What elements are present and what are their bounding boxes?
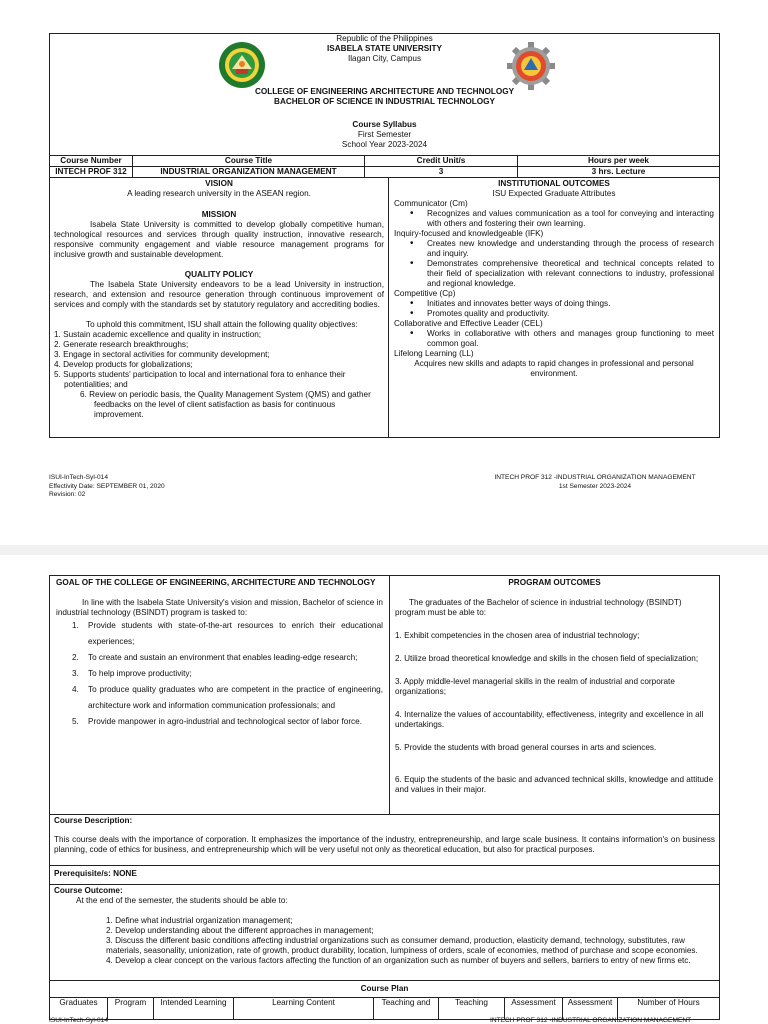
program-outcomes-column xyxy=(390,576,719,814)
course-outcome-item: 4. Develop a clear concept on the various factors affecting the function of an organization such as number of buyers and sellers, barriers to entry of new firms etc. xyxy=(106,956,691,965)
course-plan-title: Course Plan xyxy=(50,981,720,998)
lifelong-label: Lifelong Learning (LL) xyxy=(394,349,474,358)
plan-header-assessment-2: Assessment xyxy=(563,998,618,1020)
quality-policy-text: The Isabela State University endeavors to be a lead University in instruction, research, and extension and resource generation through continuous improvement of services and comply with the standards set by statutory regulatory and accrediting bodies. xyxy=(54,280,384,309)
mission-title: MISSION xyxy=(201,210,237,219)
quality-policy-title: QUALITY POLICY xyxy=(184,270,254,279)
footer-course-ref: INTECH PROF 312 -INDUSTRIAL ORGANIZATION MANAGEMENT xyxy=(494,474,696,481)
university-name: ISABELA STATE UNIVERSITY xyxy=(327,44,442,53)
course-plan-table xyxy=(49,980,720,1020)
goal-item: 4. To produce quality graduates who are competent in the practice of engineering, architecture work and information communication professionals; and xyxy=(72,684,383,710)
quality-objective: 5. Supports students' participation to local and international fora to enhance their potentialities; and xyxy=(54,370,346,389)
program-outcomes-intro: The graduates of the Bachelor of science in industrial technology (BSINDT) program must be able to: xyxy=(395,598,682,617)
college-goal-column xyxy=(50,576,390,814)
quality-objectives-intro: To uphold this commitment, ISU shall attain the following quality objectives: xyxy=(86,320,358,329)
plan-header-intended-learning: Intended Learning xyxy=(154,998,234,1020)
course-outcome-item: 2. Develop understanding about the different approaches in management; xyxy=(106,926,374,935)
competitive-item: • Promotes quality and productivity. xyxy=(394,309,714,319)
goal-outcomes-grid xyxy=(49,575,720,815)
communicator-item: • Recognizes and values communication as a tool for conveying and interacting with others and fostering their own learning. xyxy=(394,209,714,229)
plan-header-teaching-and: Teaching and xyxy=(374,998,439,1020)
plan-header-graduates: Graduates xyxy=(50,998,108,1020)
course-outcome-label: Course Outcome: xyxy=(54,886,123,895)
course-title-header: Course Title xyxy=(133,156,365,167)
footer-effectivity: Effectivity Date: SEPTEMBER 01, 2020 xyxy=(49,482,165,490)
vision-text: A leading research university in the ASEAN region. xyxy=(127,189,311,198)
republic-text: Republic of the Philippines xyxy=(336,34,433,43)
college-name: COLLEGE OF ENGINEERING ARCHITECTURE AND TECHNOLOGY xyxy=(254,87,515,96)
vision-mission-column xyxy=(50,178,389,437)
inquiry-item: • Demonstrates comprehensive theoretical and technical concepts related to their field of specialization with relevant connections to industry, professional and regional knowledge. xyxy=(394,259,714,289)
plan-header-hours: Number of Hours xyxy=(618,998,720,1020)
competitive-item: • Initiates and innovates better ways of doing things. xyxy=(394,299,714,309)
course-title-value: INDUSTRIAL ORGANIZATION MANAGEMENT xyxy=(133,167,365,178)
semester-text: First Semester xyxy=(357,130,412,139)
program-outcome-item: 1. Exhibit competencies in the chosen area of industrial technology; xyxy=(395,631,640,640)
collaborative-label: Collaborative and Effective Leader (CEL) xyxy=(394,319,543,328)
doc-title: Course Syllabus xyxy=(352,120,417,129)
plan-header-teaching: Teaching xyxy=(439,998,505,1020)
prerequisites-section: Prerequisite/s: NONE xyxy=(49,866,720,885)
footer-semester-ref: 1st Semester 2023-2024 xyxy=(558,482,632,490)
course-number-header: Course Number xyxy=(50,156,133,167)
syllabus-header xyxy=(49,33,720,155)
communicator-label: Communicator (Cm) xyxy=(394,199,468,208)
course-description-section xyxy=(49,815,720,866)
course-outcome-item: 3. Discuss the different basic conditions affecting industrial organizations such as consumer demand, production, elasticity demand, technology, substitutes, raw materials, seasonality, unionization, rate of growth, product durability, location, lumpiness of orders, scale of economies, method of purchase and scope economies. xyxy=(106,936,698,955)
inquiry-item: • Creates new knowledge and understanding through the process of research and inquiry. xyxy=(394,239,714,259)
mission-text: Isabela State University is committed to develop globally competitive human, technological resources and services through quality instruction, innovative research, responsive community engagement and viable resource management programs for inclusive growth and sustainable development. xyxy=(54,220,384,259)
plan-header-learning-content: Learning Content xyxy=(234,998,374,1020)
vision-title: VISION xyxy=(205,179,233,188)
hours-header: Hours per week xyxy=(518,156,720,167)
course-outcome-item: 1. Define what industrial organization management; xyxy=(106,916,293,925)
course-description-text: This course deals with the importance of corporation. It emphasizes the importance of the industry, entrepreneurship, and large scale business. It contains information's on business planning, code of ethics for business, and entrepreneurship which will be very useful not only as theoretical education, but also for practical purposes. xyxy=(54,835,715,854)
page2-footer-doc-code: ISUI-InTech-Syl-014 xyxy=(49,1017,108,1024)
program-outcome-item: 4. Internalize the values of accountability, effectiveness, integrity and excellence in all undertakings. xyxy=(395,710,704,729)
footer-doc-info xyxy=(49,474,165,500)
quality-objective: 1. Sustain academic excellence and quality in instruction; xyxy=(54,330,262,339)
course-outcome-section xyxy=(49,885,720,981)
plan-header-assessment: Assessment xyxy=(505,998,563,1020)
hours-value: 3 hrs. Lecture xyxy=(518,167,720,178)
goal-item: 3. To help improve productivity; xyxy=(72,668,192,678)
goal-intro: In line with the Isabela State University's vision and mission, Bachelor of science in industrial technology (BSINDT) program is tasked to: xyxy=(56,598,383,617)
goal-list xyxy=(56,618,383,730)
institutional-outcomes-column xyxy=(389,178,719,437)
program-outcomes-title: PROGRAM OUTCOMES xyxy=(508,578,601,587)
lifelong-text: Acquires new skills and adapts to rapid changes in professional and personal environment. xyxy=(414,359,694,378)
footer-course-info xyxy=(480,474,710,491)
program-outcome-item: 5. Provide the students with broad general courses in arts and sciences. xyxy=(395,743,657,752)
program-outcome-item: 2. Utilize broad theoretical knowledge and skills in the chosen field of specialization; xyxy=(395,654,699,663)
footer-revision: Revision: 02 xyxy=(49,491,86,499)
course-number-value: INTECH PROF 312 xyxy=(50,167,133,178)
credit-units-value: 3 xyxy=(365,167,518,178)
quality-objective: 4. Develop products for globalizations; xyxy=(54,360,193,369)
course-description-label: Course Description: xyxy=(54,816,133,825)
program-name: BACHELOR OF SCIENCE IN INDUSTRIAL TECHNOLOGY xyxy=(274,97,495,106)
institutional-outcomes-title: INSTITUTIONAL OUTCOMES xyxy=(498,179,610,188)
page2-footer-course-ref: INTECH PROF 312 -INDUSTRIAL ORGANIZATION MANAGEMENT xyxy=(490,1017,692,1024)
quality-objective: 3. Engage in sectoral activities for community development; xyxy=(54,350,270,359)
course-outcome-list xyxy=(54,916,715,966)
quality-objectives-list xyxy=(54,330,384,420)
course-outcome-intro: At the end of the semester, the students should be able to: xyxy=(76,896,288,905)
program-outcome-item: 6. Equip the students of the basic and advanced technical skills, knowledge and attitude and values in their major. xyxy=(395,775,714,794)
footer-doc-code: ISUI-InTech-Syl-014 xyxy=(49,474,108,481)
inquiry-label: Inquiry-focused and knowledgeable (IFK) xyxy=(394,229,544,238)
school-year-text: School Year 2023-2024 xyxy=(341,140,428,149)
goal-item: 5. Provide manpower in agro-industrial and technological sector of labor force. xyxy=(72,716,362,726)
quality-objective: 6. Review on periodic basis, the Quality Management System (QMS) and gather feedbacks on the level of client satisfaction as basis for continuous improvement. xyxy=(80,390,371,419)
credit-units-header: Credit Unit/s xyxy=(365,156,518,167)
graduate-attributes-subtitle: ISU Expected Graduate Attributes xyxy=(492,189,616,198)
goal-title: GOAL OF THE COLLEGE OF ENGINEERING, ARCHITECTURE AND TECHNOLOGY xyxy=(56,578,376,587)
competitive-label: Competitive (Cp) xyxy=(394,289,456,298)
collaborative-item: • Works in collaborative with others and manages group functioning to meet common goal. xyxy=(394,329,714,349)
program-outcome-item: 3. Apply middle-level managerial skills in the realm of industrial and corporate organizations; xyxy=(395,677,675,696)
course-info-table xyxy=(49,155,720,178)
campus-text: Ilagan City, Campus xyxy=(347,54,422,63)
goal-item: 1. Provide students with state-of-the-art resources to enrich their educational experiences; xyxy=(72,621,383,646)
goal-item: 2. To create and sustain an environment that enables leading-edge research; xyxy=(72,652,358,662)
vision-outcomes-grid xyxy=(49,177,720,438)
plan-header-program: Program xyxy=(108,998,154,1020)
quality-objective: 2. Generate research breakthroughs; xyxy=(54,340,189,349)
